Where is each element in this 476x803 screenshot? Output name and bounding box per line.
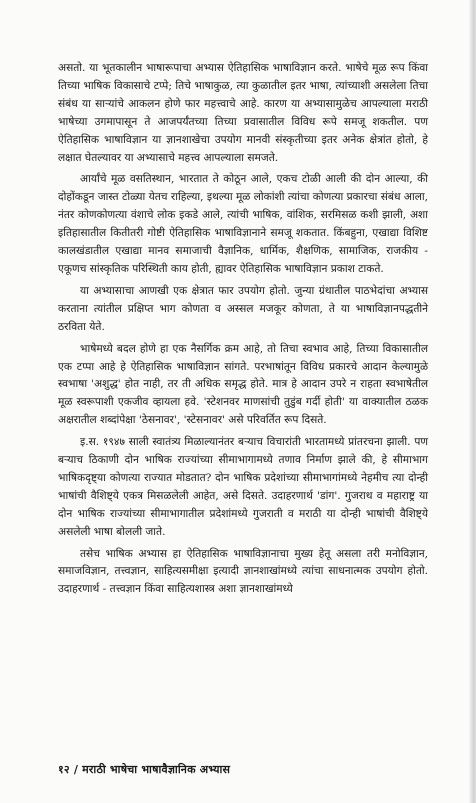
paragraph-4: भाषेमध्ये बदल होणे हा एक नैसर्गिक क्रम आहे, तो तिचा स्वभाव आहे, तिच्या विकासातील एक टप्पा आहे हे ऐतिहासिक भाषाविज्ञान सांगते. परभाषांतून विविध प्रकारचे आदान केल्यामुळे स्वभाषा 'अशुद्ध' होत नाही, तर ती अधिक समृद्ध होते. मात्र हे आदान उपरे न राहता स्वभाषेतील मूळ स्वरूपाशी एकजीव व्हायला हवे. 'स्टेशनवर माणसांची तुडुंब गर्दी होती' या वाक्यातील ठळक अक्षरातील शब्दांपेक्षा 'ठेसनावर', 'स्टेसनावर' असे परिवर्तित रूप दिसते. [58,342,428,427]
page-footer: १२ / मराठी भाषेचा भाषावैज्ञानिक अभ्यास [58,763,231,776]
paragraph-2: आर्यांचे मूळ वसतिस्थान, भारतात ते कोठून आले, एकच टोळी आली की दोन आल्या, की दोहोंकडून जास्त टोळ्या येतच राहिल्या, इथल्या मूळ लोकांशी त्यांचा कोणत्या प्रकारचा संबंध आला, नंतर कोणकोणत्या वंशाचे लोक इकडे आले, त्यांची भाषिक, वांशिक, सरमिसळ कशी झाली, अशा इतिहासातील कितीतरी गोष्टी ऐतिहासिक भाषाविज्ञानाने समजू शकतात. किंबहुना, एखाद्या विशिष्ट कालखंडातील एखाद्या मानव समाजाची वैज्ञानिक, धार्मिक, शैक्षणिक, सामाजिक, राजकीय - एकूणच सांस्कृतिक परिस्थिती काय होती, ह्यावर ऐतिहासिक भाषाविज्ञान प्रकाश टाकते. [58,173,428,275]
paragraph-5: इ.स. १९४७ साली स्वातंत्र्य मिळाल्यानंतर बऱ्याच विचारांती भारतामध्ये प्रांतरचना झाली. पण बऱ्याच ठिकाणी दोन भाषिक राज्यांच्या सीमाभागामध्ये तणाव निर्माण झाले की, हे सीमाभाग भाषिकदृष्ट्या कोणत्या राज्यात मोडतात? दोन भाषिक प्रदेशांच्या सीमाभागांमध्ये नेहमीच त्या दोन्ही भाषांची वैशिष्ट्ये एकत्र मिसळलेली आहेत, असे दिसते. उदाहरणार्थ 'डांग'. गुजराथ व महाराष्ट्र या दोन भाषिक राज्यांच्या सीमाभागातील प्रदेशांमध्ये गुजराती व मराठी या दोन्ही भाषांची वैशिष्ट्ये असलेली भाषा बोलली जाते. [58,436,428,538]
paragraph-3: या अभ्यासाचा आणखी एक क्षेत्रात फार उपयोग होतो. जुन्या ग्रंथातील पाठभेदांचा अभ्यास करताना त्यांतील प्रक्षिप्त भाग कोणता व अस्सल मजकूर कोणता, ते या भाषाविज्ञानपद्धतीने ठरविता येते. [58,284,428,333]
paragraph-6: तसेच भाषिक अभ्यास हा ऐतिहासिक भाषाविज्ञानाचा मुख्य हेतू असला तरी मनोविज्ञान, समाजविज्ञान, तत्त्वज्ञान, साहित्यसमीक्षा इत्यादी ज्ञानशाखांमध्ये त्यांचा साधनात्मक उपयोग होतो. उदाहरणार्थ - तत्त्वज्ञान किंवा साहित्यशास्त्र अशा ज्ञानशाखांमध्ये [58,547,428,596]
paragraph-1: असतो. या भूतकालीन भाषारूपाचा अभ्यास ऐतिहासिक भाषाविज्ञान करते. भाषेचे मूळ रूप किंवा तिच्या भाषिक विकासाचे टप्पे; तिचे भाषाकुळ, त्या कुळातील इतर भाषा, त्यांच्याशी असलेला तिचा संबंध या साऱ्यांचे आकलन होणे फार महत्त्वाचे आहे. कारण या अभ्यासामुळेच आपल्याला मराठी भाषेच्या उगमापासून ते आजपर्यंतच्या तिच्या प्रवासातील विविध रूपे समजू शकतील. पण ऐतिहासिक भाषाविज्ञान या ज्ञानशाखेचा उपयोग मानवी संस्कृतीच्या इतर अनेक क्षेत्रांत होतो, हे लक्षात घेतल्यावर या अभ्यासाचे महत्त्व आपल्याला समजते. [58,62,428,164]
body-text [58,60,428,603]
page-edge-shadow [468,0,474,803]
